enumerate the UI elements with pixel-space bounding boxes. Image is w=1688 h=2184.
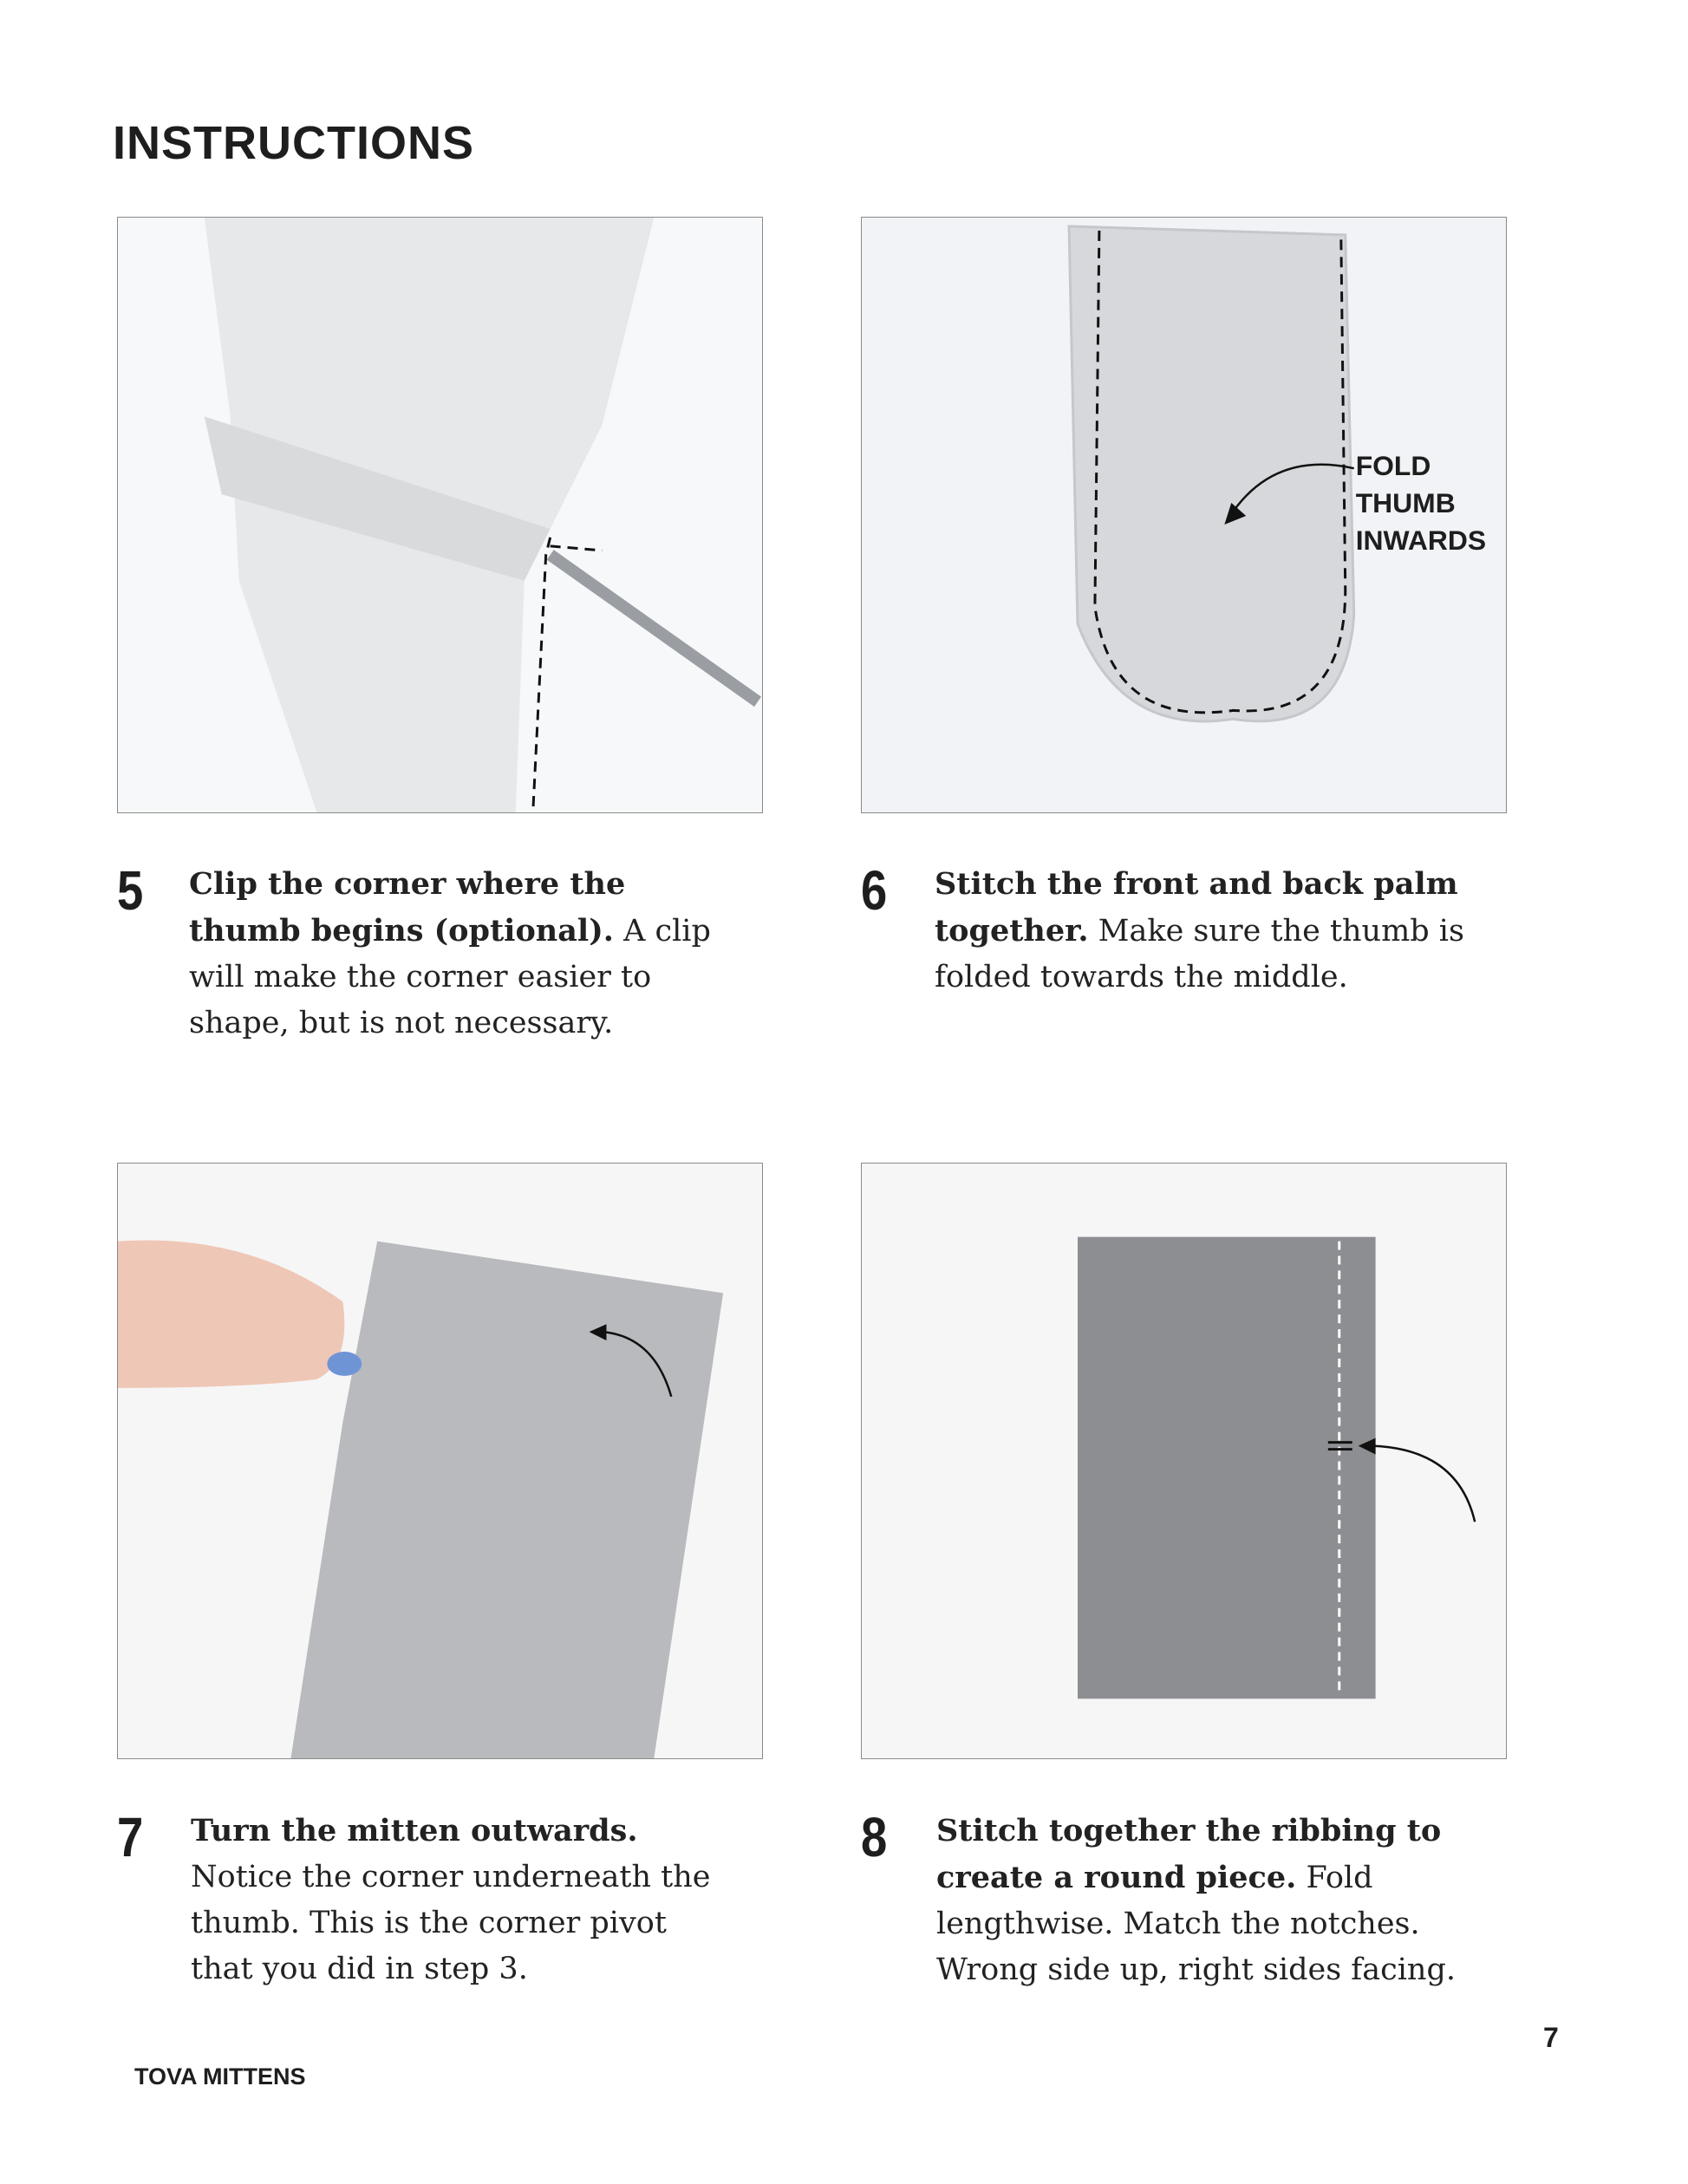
annotation-line-1: FOLD	[1355, 450, 1431, 482]
step-7-photo	[117, 1163, 763, 1759]
step-5-body: A clip will make the corner easier to shape, but is not necessary.	[189, 914, 711, 1040]
step-7-body: Notice the corner underneath the thumb. This is the corner pivot that you did in step 3.	[191, 1860, 711, 1986]
step-5-photo	[117, 217, 763, 813]
step-8-text	[936, 1808, 1474, 1993]
step-5-text	[189, 861, 727, 1046]
step-5-number: 5	[117, 859, 144, 922]
page-number: 7	[1543, 2022, 1559, 2053]
step-5-heading: Clip the corner where the thumb begins (optional).	[189, 866, 626, 949]
step-8-body: Fold lengthwise. Match the notches. Wrong side up, right sides facing.	[936, 1861, 1456, 1987]
step-8-photo	[861, 1163, 1507, 1759]
page-title: INSTRUCTIONS	[113, 117, 474, 169]
step-7-heading: Turn the mitten outwards.	[191, 1813, 638, 1848]
annotation-line-2: THUMB	[1355, 486, 1456, 519]
step-7-text	[191, 1808, 728, 1992]
step-7-number: 7	[117, 1806, 144, 1868]
step-6-number: 6	[861, 859, 888, 922]
step-8-number: 8	[861, 1806, 888, 1868]
step-6-body: Make sure the thumb is folded towards the middle.	[935, 914, 1464, 994]
step-6-heading: Stitch the front and back palm together.	[935, 866, 1458, 949]
step-6-text	[935, 861, 1472, 1001]
step-6-photo	[861, 217, 1507, 813]
footer-title: TOVA MITTENS	[134, 2063, 306, 2089]
annotation-line-3: INWARDS	[1355, 524, 1487, 556]
step-8-heading: Stitch together the ribbing to create a round piece.	[936, 1813, 1442, 1895]
